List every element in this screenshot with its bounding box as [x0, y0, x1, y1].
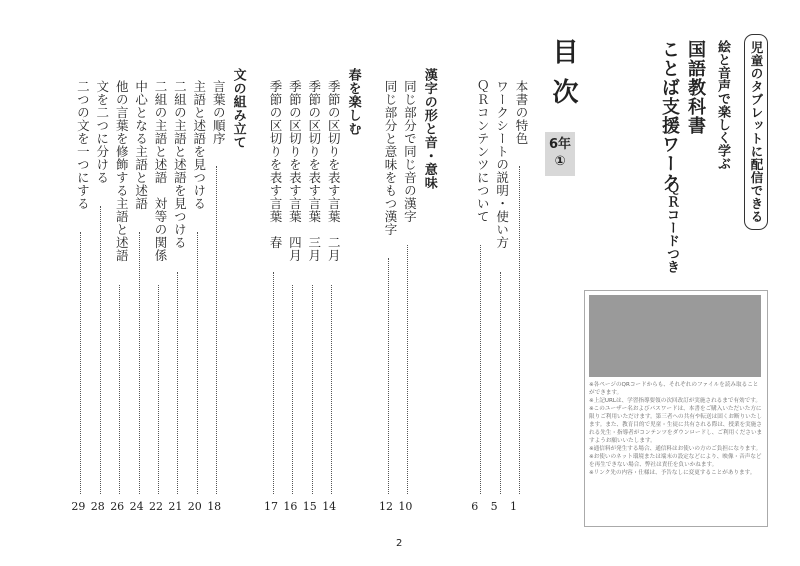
dot-leader: [100, 206, 101, 494]
page-ref: 1: [510, 500, 517, 513]
toc-entry: 言葉の順序: [211, 80, 227, 145]
page-ref: 21: [168, 500, 183, 513]
dot-leader: [119, 285, 120, 494]
toc-entry: 同じ部分と意味をもつ漢字: [383, 80, 398, 236]
toc-entry: 季節の区切りを表す言葉 三月: [306, 80, 322, 262]
section-heading: 文の組み立て: [230, 68, 246, 149]
page-ref: 16: [283, 500, 298, 513]
toc-entry: 他の言葉を修飾する主語と述語: [114, 80, 130, 262]
book-title-line2: ことば支援ワーク: [659, 40, 680, 192]
page-ref: 28: [90, 500, 105, 513]
note: ※リンク先の内容・仕様は、予告なしに変更することがあります。: [589, 470, 756, 476]
page-ref: 24: [129, 500, 144, 513]
section-heading: 春を楽しむ: [345, 68, 361, 136]
dot-leader: [407, 245, 408, 494]
page-ref: 20: [187, 500, 202, 513]
note: ※お使いのネット環境または端末の設定などにより、映像・音声などを再生できない場合、弊社は責任を負いかねます。: [589, 454, 762, 468]
grade-volume: ①: [554, 154, 566, 169]
toc-entry: ＱＲコンテンツについて: [475, 80, 491, 223]
dot-leader: [177, 272, 178, 494]
dot-leader: [273, 272, 274, 494]
page-ref: 12: [379, 500, 393, 513]
page-number: 2: [396, 538, 403, 549]
page-ref: 18: [207, 500, 222, 513]
page-ref: 22: [149, 500, 163, 513]
page-ref: 26: [110, 500, 125, 513]
toc-entry: 季節の区切りを表す言葉 四月: [287, 80, 303, 262]
qr-info-box: [584, 290, 768, 527]
dot-leader: [312, 285, 313, 494]
book-title-line1: 国語教科書: [685, 40, 706, 135]
toc-entry: ワークシートの説明・使い方: [494, 80, 510, 249]
dot-leader: [80, 232, 81, 494]
qr-notes: [589, 381, 763, 477]
grade-label: 6年: [548, 137, 572, 152]
note: ※このユーザー名およびパスワードは、本書をご購入いただいた方に限りご利用いただけます。第三者への共有や転送は固くお断りいたします。また、教育目的で児童・生徒に共有される際は、授業を実施される先生・指導者がコンテンツをダウンロードし、ご利用くださいますようお願いいたします。: [589, 406, 763, 444]
dot-leader: [519, 166, 520, 494]
grade-badge: [545, 132, 575, 176]
toc-entry: 二組の主語と述語を見つける: [172, 80, 188, 249]
note: ※各ページのQRコードからも、それぞれのファイルを読み取ることができます。: [589, 382, 759, 396]
page-ref: 5: [490, 500, 498, 513]
toc-entry: 季節の区切りを表す言葉 二月: [326, 80, 342, 262]
toc-entry: 二つの文を一つにする: [75, 80, 91, 210]
toc-entry: 同じ部分で同じ音の漢字: [402, 80, 418, 223]
dot-leader: [158, 285, 159, 494]
page-ref: 10: [398, 500, 413, 513]
note: ※通信料が発生する場合、通信料はお使いの方のご負担になります。: [589, 446, 762, 452]
dot-leader: [197, 232, 198, 494]
note: ※上記URLは、学習指導要領の次回改訂が実施されるまで有効です。: [589, 398, 761, 404]
toc-entry: 中心となる主語と述語: [133, 80, 149, 210]
dot-leader: [388, 258, 389, 494]
dot-leader: [139, 232, 140, 494]
section-heading: 漢字の形と音・意味: [421, 68, 437, 190]
dot-leader: [500, 272, 501, 494]
toc-entry: 二組の主語と述語 対等の関係: [153, 80, 168, 262]
qr-label: ＱＲコードつき: [664, 182, 679, 273]
subtitle: 絵と音声で楽しく学ぶ: [715, 40, 730, 170]
qr-image-placeholder: [589, 295, 761, 377]
toc-entry: 本書の特色: [514, 80, 529, 145]
page-ref: 29: [71, 500, 86, 513]
dot-leader: [216, 166, 217, 494]
dot-leader: [331, 285, 332, 494]
page-ref: 17: [264, 500, 278, 513]
toc-entry: 季節の区切りを表す言葉 春: [268, 80, 283, 249]
toc-entry: 主語と述語を見つける: [191, 80, 207, 210]
tablet-badge: 児童のタブレットに配信できる: [744, 34, 768, 230]
contents-title: 目次: [548, 38, 578, 118]
dot-leader: [292, 285, 293, 494]
page-ref: 14: [322, 500, 337, 513]
page-ref: 6: [471, 500, 479, 513]
toc-entry: 文を二つに分ける: [94, 80, 110, 184]
page-ref: 15: [302, 500, 317, 513]
dot-leader: [480, 245, 481, 494]
